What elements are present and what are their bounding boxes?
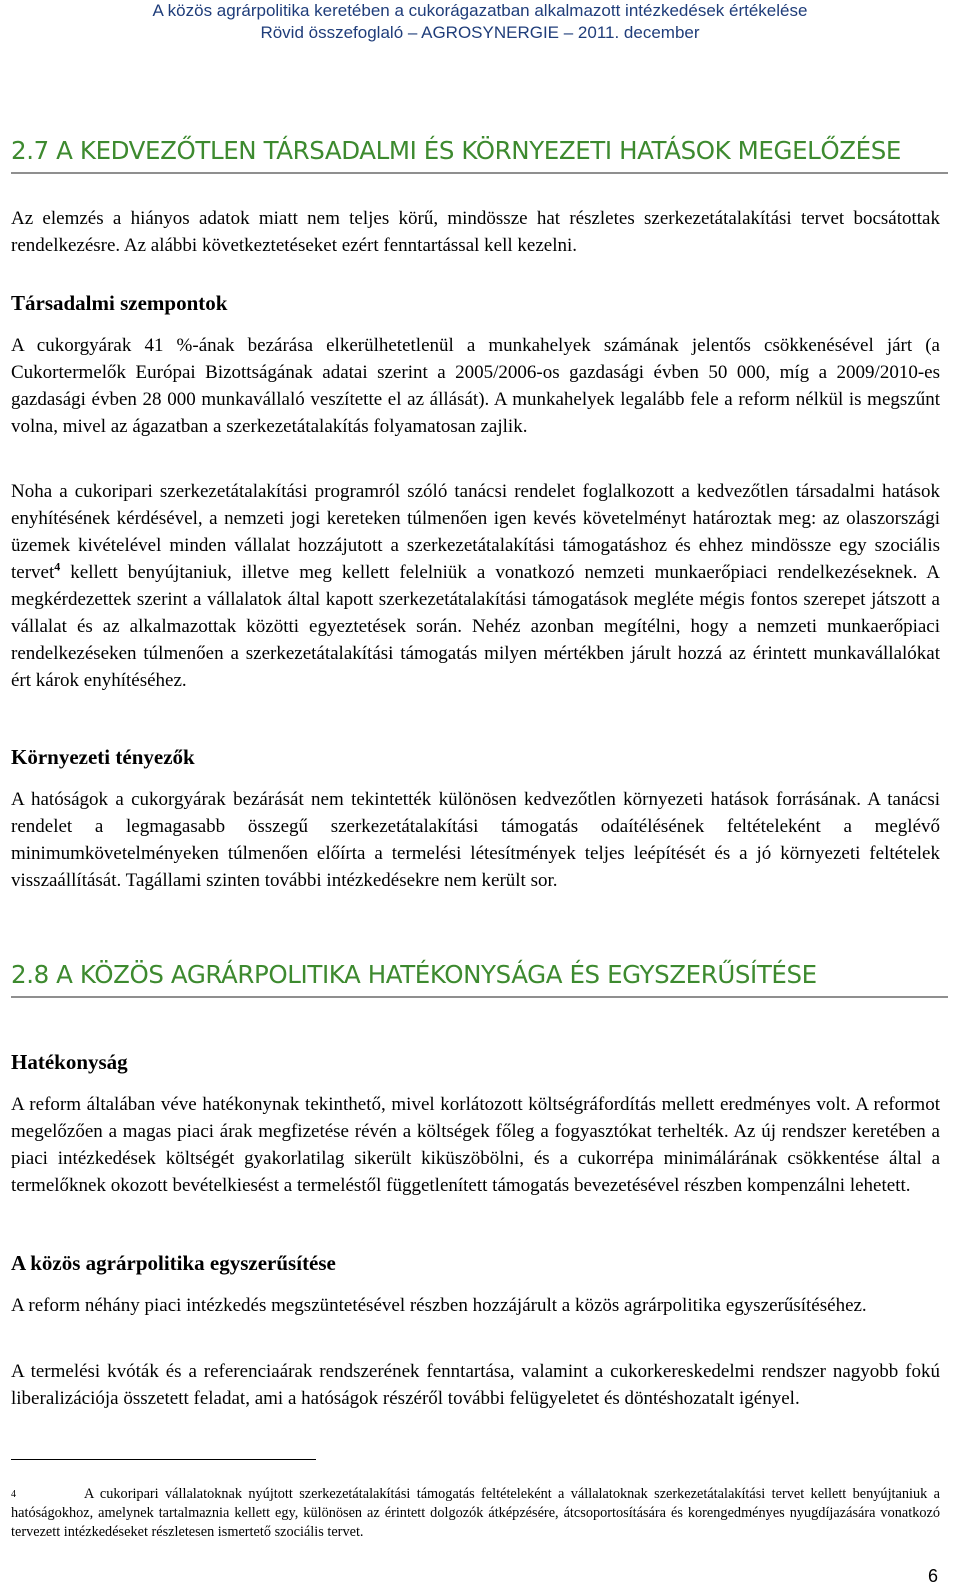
section-2-8-heading: 2.8 A KÖZÖS AGRÁRPOLITIKA HATÉKONYSÁGA ÉS EGYSZERŰSÍTÉSE bbox=[11, 960, 817, 989]
footnote-text: A cukoripari vállalatoknak nyújtott szerkezetátalakítási támogatás feltételeként a vállalatoknak szerkezetátalakítási tervet kellett benyújtaniuk a hatóságokhoz, amelynek tartalmaznia kellett egy, különösen az érintett dolgozók átképzésére, átcsoportosítására és korengedményes nyugdíjazására vonatkozó tervezett intézkedéseket részletesen ismertető szociális tervet. bbox=[11, 1486, 940, 1540]
social-paragraph-1: A cukorgyárak 41 %-ának bezárása elkerülhetetlenül a munkahelyek számának jelentős csökkenésével járt (a Cukortermelők Európai Bizottságának adatai szerint a 2005/2006-os gazdasági évben 50 000, míg a 2009/2010-es gazdasági évben 28 000 munkavállaló veszítette el az állását). A munkahelyek legalább fele a reform nélkül is megszűnt volna, mivel az ágazatban a szerkezetátalakítás folyamatosan zajlik. bbox=[11, 335, 940, 437]
footnote-number: 4 bbox=[11, 1489, 16, 1500]
simplification-paragraph-1: A reform néhány piaci intézkedés megszüntetésével részben hozzájárult a közös agrárpolitika egyszerűsítéséhez. bbox=[11, 1295, 867, 1316]
page-number: 6 bbox=[927, 1566, 938, 1586]
section-2-7-heading: 2.7 A KEDVEZŐTLEN TÁRSADALMI ÉS KÖRNYEZETI HATÁSOK MEGELŐZÉSE bbox=[11, 136, 901, 165]
section-2-7-rule bbox=[11, 172, 948, 174]
environment-paragraph: A hatóságok a cukorgyárak bezárását nem tekintették különösen kedvezőtlen környezeti hatások forrásának. A tanácsi rendelet a legmagasabb összegű szerkezetátalakítási támogatás odaítélésének feltételeként a meglévő minimumkövetelményeken túlmenően előírta a termelési létesítmények teljes leépítését és a jó környezeti feltételek visszaállítását. Tagállami szinten további intézkedésekre nem került sor. bbox=[11, 789, 940, 891]
header-subtitle: Rövid összefoglaló – AGROSYNERGIE – 2011. december bbox=[260, 23, 700, 42]
footnote bbox=[11, 1485, 940, 1542]
section-2-7-intro: Az elemzés a hiányos adatok miatt nem teljes körű, mindössze hat részletes szerkezetátalakítási tervet bocsátottak rendelkezésre. Az alábbi következtetéseket ezért fenntartással kell kezelni. bbox=[11, 208, 940, 256]
social-heading: Társadalmi szempontok bbox=[11, 291, 228, 315]
social-paragraph-2-part-b: kellett benyújtaniuk, illetve meg kellett felelniük a vonatkozó nemzeti munkaerőpiaci rendelkezéseknek. A megkérdezettek szerint a vállalatok által kapott szerkezetátalakítási támogatások megléte mégis fontos szerepet játszott a vállalat és az alkalmazottak közötti egyeztetések során. Nehéz azonban megítélni, hogy a nemzeti munkaerőpiaci rendelkezéseken túlmenően a szerkezetátalakítási támogatás milyen mértékben járult hozzá az érintett munkavállalókat ért károk enyhítéséhez. bbox=[11, 562, 940, 691]
simplification-heading: A közös agrárpolitika egyszerűsítése bbox=[11, 1251, 336, 1275]
efficiency-paragraph: A reform általában véve hatékonynak tekinthető, mivel korlátozott költségráfordítás mellett eredményes volt. A reformot megelőzően a magas piaci árak megfizetése révén a költségek főleg a fogyasztókat terhelték. Az új rendszer keretében a piaci intézkedések költségét gyakorlatilag sikerült kiküszöbölni, és a cukorrépa minimálárának csökkentése által a termelőknek okozott bevételkiesést a termeléstől függetlenített támogatás bevezetésével részben kompenzálni lehetett. bbox=[11, 1094, 940, 1196]
running-header bbox=[0, 0, 960, 44]
social-paragraph-2 bbox=[11, 478, 940, 694]
environment-heading: Környezeti tényezők bbox=[11, 745, 195, 769]
header-title: A közös agrárpolitika keretében a cukorágazatban alkalmazott intézkedések értékelése bbox=[152, 1, 808, 20]
section-2-8-rule bbox=[11, 996, 948, 998]
efficiency-heading: Hatékonyság bbox=[11, 1050, 128, 1074]
footnote-separator bbox=[11, 1459, 316, 1460]
social-paragraph-2-part-a: Noha a cukoripari szerkezetátalakítási programról szóló tanácsi rendelet foglalkozott a kedvezőtlen társadalmi hatások enyhítésének kérdésével, a nemzeti jogi kereteken túlmenően igen kevés követelményt határoztak meg: az olaszországi üzemek kivételével minden vállalat hozzájutott a szerkezetátalakítási támogatáshoz és ehhez mindössze egy szociális tervet bbox=[11, 481, 940, 583]
simplification-paragraph-2: A termelési kvóták és a referenciaárak rendszerének fenntartása, valamint a cukorkereskedelmi rendszer nagyobb fokú liberalizációja összetett feladat, ami a hatóságok részéről további felügyeletet és döntéshozatalt igényel. bbox=[11, 1361, 940, 1409]
footnote-reference: 4 bbox=[54, 559, 61, 574]
